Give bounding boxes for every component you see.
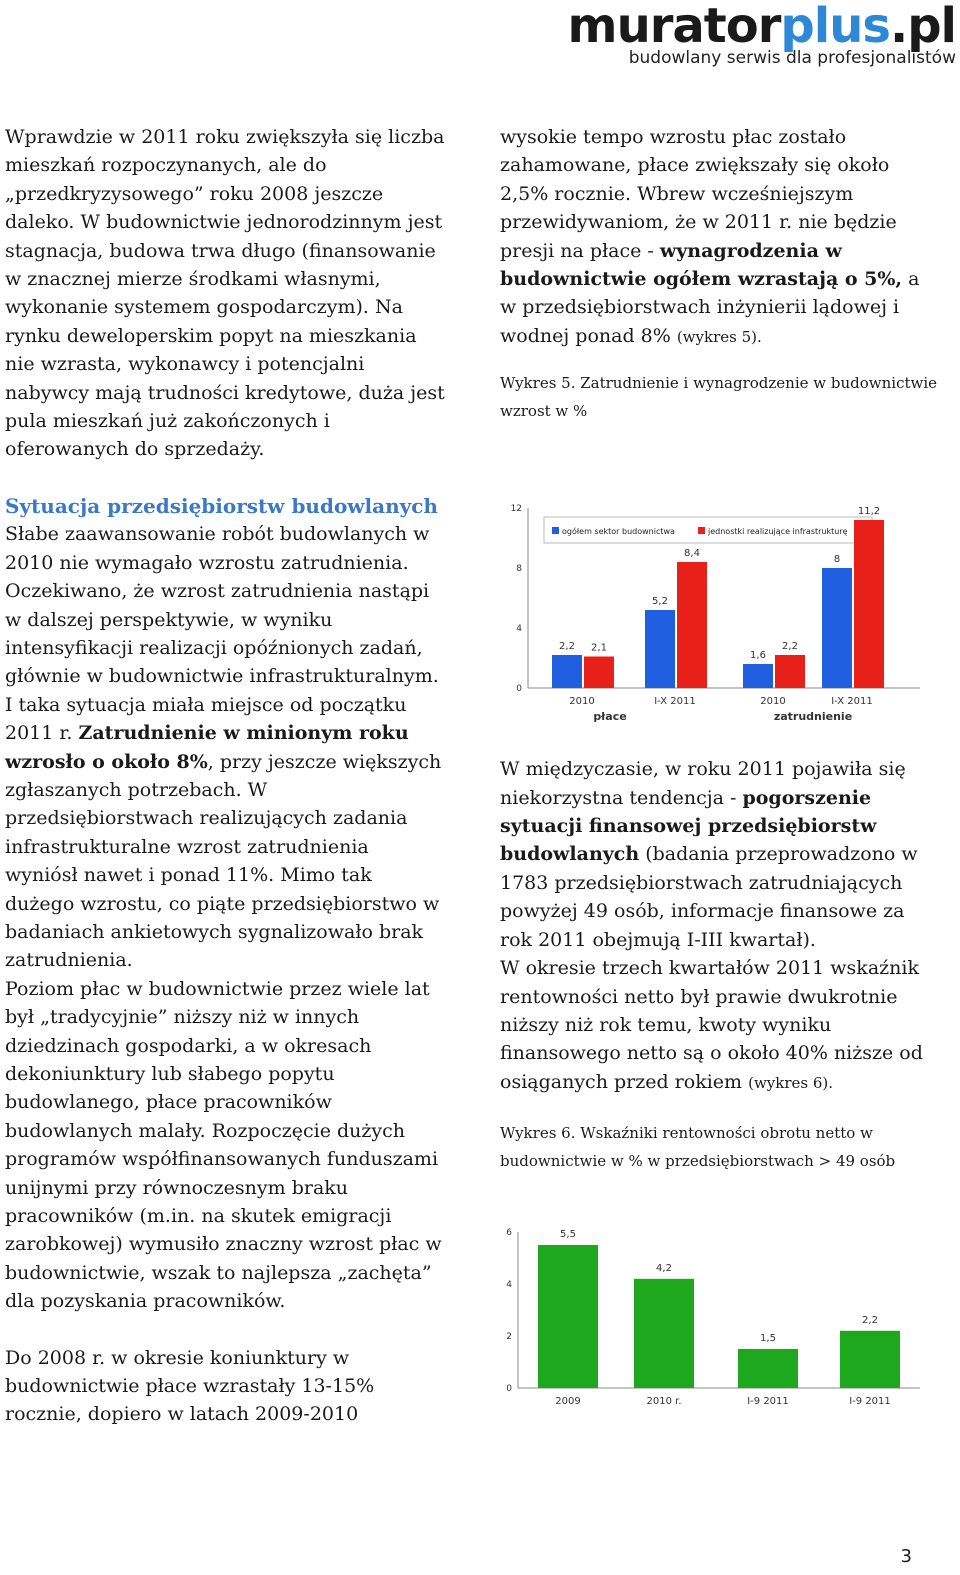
page-number: 3 xyxy=(900,1546,912,1567)
chart5-bar xyxy=(552,655,582,688)
financial-text-b: (badania przeprowadzono w 1783 przedsiębiorstwach zatrudniających powyżej 49 osób, informacje finansowe za rok 2011 obejmują I-III kwartał). xyxy=(500,843,918,951)
chart5-legend-label: ogółem sektor budownictwa xyxy=(562,527,675,536)
wage-highlight: wynagrodzenia w budownictwie ogółem wzrastają o 5%, xyxy=(500,239,903,291)
chart5-value-label: 5,2 xyxy=(652,596,668,607)
chart6-xtick: 2010 r. xyxy=(646,1396,682,1407)
chart6-reference: (wykres 6). xyxy=(748,1073,834,1092)
chart6-bar xyxy=(538,1245,598,1388)
employment-highlight: Zatrudnienie w minionym roku wzrosło o około 8% xyxy=(5,722,409,773)
chart5-bar xyxy=(677,562,707,688)
chart6-value-label: 4,2 xyxy=(656,1262,672,1274)
chart5-ytick: 8 xyxy=(516,564,522,574)
financial-text-a: W międzyczasie, w roku 2011 pojawiła się niekorzystna tendencja - xyxy=(500,758,906,809)
chart6-caption: Wykres 6. Wskaźniki rentowności obrotu netto w budownictwie w % w przedsiębiorstwach > 49 osób xyxy=(500,1124,896,1171)
chart6-ytick: 6 xyxy=(506,1228,512,1238)
financial-highlight: pogorszenie sytuacji finansowej przedsiębiorstw budowlanych xyxy=(500,786,877,866)
logo-tagline: budowlany serwis dla profesjonalistów xyxy=(628,48,956,68)
section-heading: Sytuacja przedsiębiorstw budowlanych xyxy=(5,493,438,518)
chart5-legend-swatch xyxy=(698,527,705,534)
chart5-value-label: 8 xyxy=(833,554,841,565)
chart5-value-label: 1,6 xyxy=(750,650,766,661)
chart5-bar xyxy=(743,664,773,688)
logo-part-domain: .pl xyxy=(889,0,956,54)
chart5-bar xyxy=(822,568,852,688)
paragraph-employment xyxy=(5,520,445,975)
wage-text-a: wysokie tempo wzrostu płac zostało zahamowane, płace zwiększały się około 2,5% rocznie. Wbrew wcześniejszym przewidywaniom, że w 2011 r. nie będzie presji na płace - xyxy=(500,126,897,262)
paragraph-wage-growth xyxy=(500,123,940,351)
chart6-value-label: 1,5 xyxy=(760,1333,776,1344)
chart6-bar xyxy=(634,1279,694,1388)
left-column xyxy=(5,123,445,1429)
employment-text-a: Słabe zaawansowanie robót budowlanych w 2010 nie wymagało wzrostu zatrudnienia. Oczekiwano, że wzrost zatrudnienia nastąpi w dalszej perspektywie, w wyniku intensyfikacji realizacji opóźnionych zadań, głównie w budownictwie infrastrukturalnym. I taka sytuacja miała miejsce od początku 2011 r. xyxy=(5,523,439,745)
paragraph-wages: Poziom płac w budownictwie przez wiele lat był „tradycyjnie” niższy niż w innych dziedzinach gospodarki, a w okresach dekoniunktury lub słabego popytu budowlanego, płace pracowników budowlanych malały. Rozpoczęcie dużych programów współfinansowanych funduszami unijnymi przy równoczesnym braku pracowników (m.in. na skutek emigracji zarobkowej) wymusiło znaczny wzrost płac w budownictwie, wszak to najlepsza „zachęta” dla pozyskania pracowników. xyxy=(5,977,442,1313)
chart6-xtick: 2009 xyxy=(555,1396,581,1407)
chart5-legend-swatch xyxy=(552,527,559,534)
chart6-xtick: I-9 2011 xyxy=(747,1396,789,1407)
chart5-value-label: 2,1 xyxy=(591,642,607,654)
chart5-legend-label: jednostki realizujące infrastrukturę xyxy=(708,527,848,536)
chart5-group-label: zatrudnienie xyxy=(773,710,853,723)
chart6-ytick: 2 xyxy=(506,1332,512,1342)
chart6-bar xyxy=(840,1331,900,1388)
wage-text-b: a w przedsiębiorstwach inżynierii lądowej i wodnej ponad 8% xyxy=(500,268,920,347)
chart5-ytick: 4 xyxy=(516,624,522,634)
chart5-value-label: 8,4 xyxy=(684,548,700,559)
chart6-value-label: 2,2 xyxy=(862,1314,878,1326)
chart5-bar xyxy=(775,655,805,688)
chart5-bar xyxy=(854,520,884,688)
chart5-reference: (wykres 5). xyxy=(676,327,762,346)
chart6-value-label: 5,5 xyxy=(560,1229,576,1240)
logo-text xyxy=(568,0,956,52)
chart5-ytick: 12 xyxy=(510,504,522,514)
paragraph-housing: Wprawdzie w 2011 roku zwiększyła się liczba mieszkań rozpoczynanych, ale do „przedkryzysowego” roku 2008 jeszcze daleko. W budownictwie jednorodzinnym jest stagnacja, budowa trwa długo (finansowanie w znacznej mierze środkami własnymi, wykonanie systemem gospodarczym). Na rynku deweloperskim popyt na mieszkania nie wzrasta, wykonawcy i potencjalni nabywcy mają trudności kredytowe, duża jest pula mieszkań już zakończonych i oferowanych do sprzedaży. xyxy=(5,126,445,461)
chart5-xtick: I-X 2011 xyxy=(831,696,873,707)
chart5-group-label: płace xyxy=(593,710,627,723)
chart5-ytick: 0 xyxy=(516,684,522,694)
chart6-ytick: 0 xyxy=(506,1384,512,1394)
chart5-xtick: I-X 2011 xyxy=(654,696,696,707)
paragraph-profitability xyxy=(500,954,940,1097)
chart6-profitability xyxy=(500,1218,940,1418)
chart6-ytick: 4 xyxy=(506,1280,512,1290)
chart5-value-label: 11,2 xyxy=(857,506,881,517)
chart5-bar xyxy=(584,657,614,689)
chart5-xtick: 2010 xyxy=(569,696,595,707)
profitability-text: W okresie trzech kwartałów 2011 wskaźnik rentowności netto był prawie dwukrotnie niższy niż rok temu, kwoty wyniku finansowego netto są o około 40% niższe od osiąganych przed rokiem xyxy=(500,957,923,1093)
logo-part-murator: murator xyxy=(567,0,781,54)
paragraph-wages-history: Do 2008 r. w okresie koniunktury w budownictwie płace wzrastały 13-15% rocznie, dopiero w latach 2009-2010 xyxy=(5,1346,375,1426)
paragraph-financial xyxy=(500,755,940,954)
chart6-xtick: I-9 2011 xyxy=(849,1396,891,1407)
chart6-bar xyxy=(738,1349,798,1388)
chart5-caption: Wykres 5. Zatrudnienie i wynagrodzenie w budownictwie wzrost w % xyxy=(500,374,938,421)
chart5-value-label: 2,2 xyxy=(782,641,798,652)
chart5-bar xyxy=(645,610,675,688)
chart5-xtick: 2010 xyxy=(760,696,786,707)
site-logo[interactable] xyxy=(568,0,956,68)
employment-text-b: , przy jeszcze większych zgłaszanych potrzebach. W przedsiębiorstwach realizujących zadania infrastrukturalne wzrost zatrudnienia wyniósł nawet i ponad 11%. Mimo tak dużego wzrostu, co piąte przedsiębiorstwo w badaniach ankietowych sygnalizowało brak zatrudnienia. xyxy=(5,750,442,972)
logo-part-plus: plus xyxy=(780,0,890,54)
chart5-value-label: 2,2 xyxy=(559,641,575,652)
chart5-employment-wages xyxy=(500,495,940,745)
